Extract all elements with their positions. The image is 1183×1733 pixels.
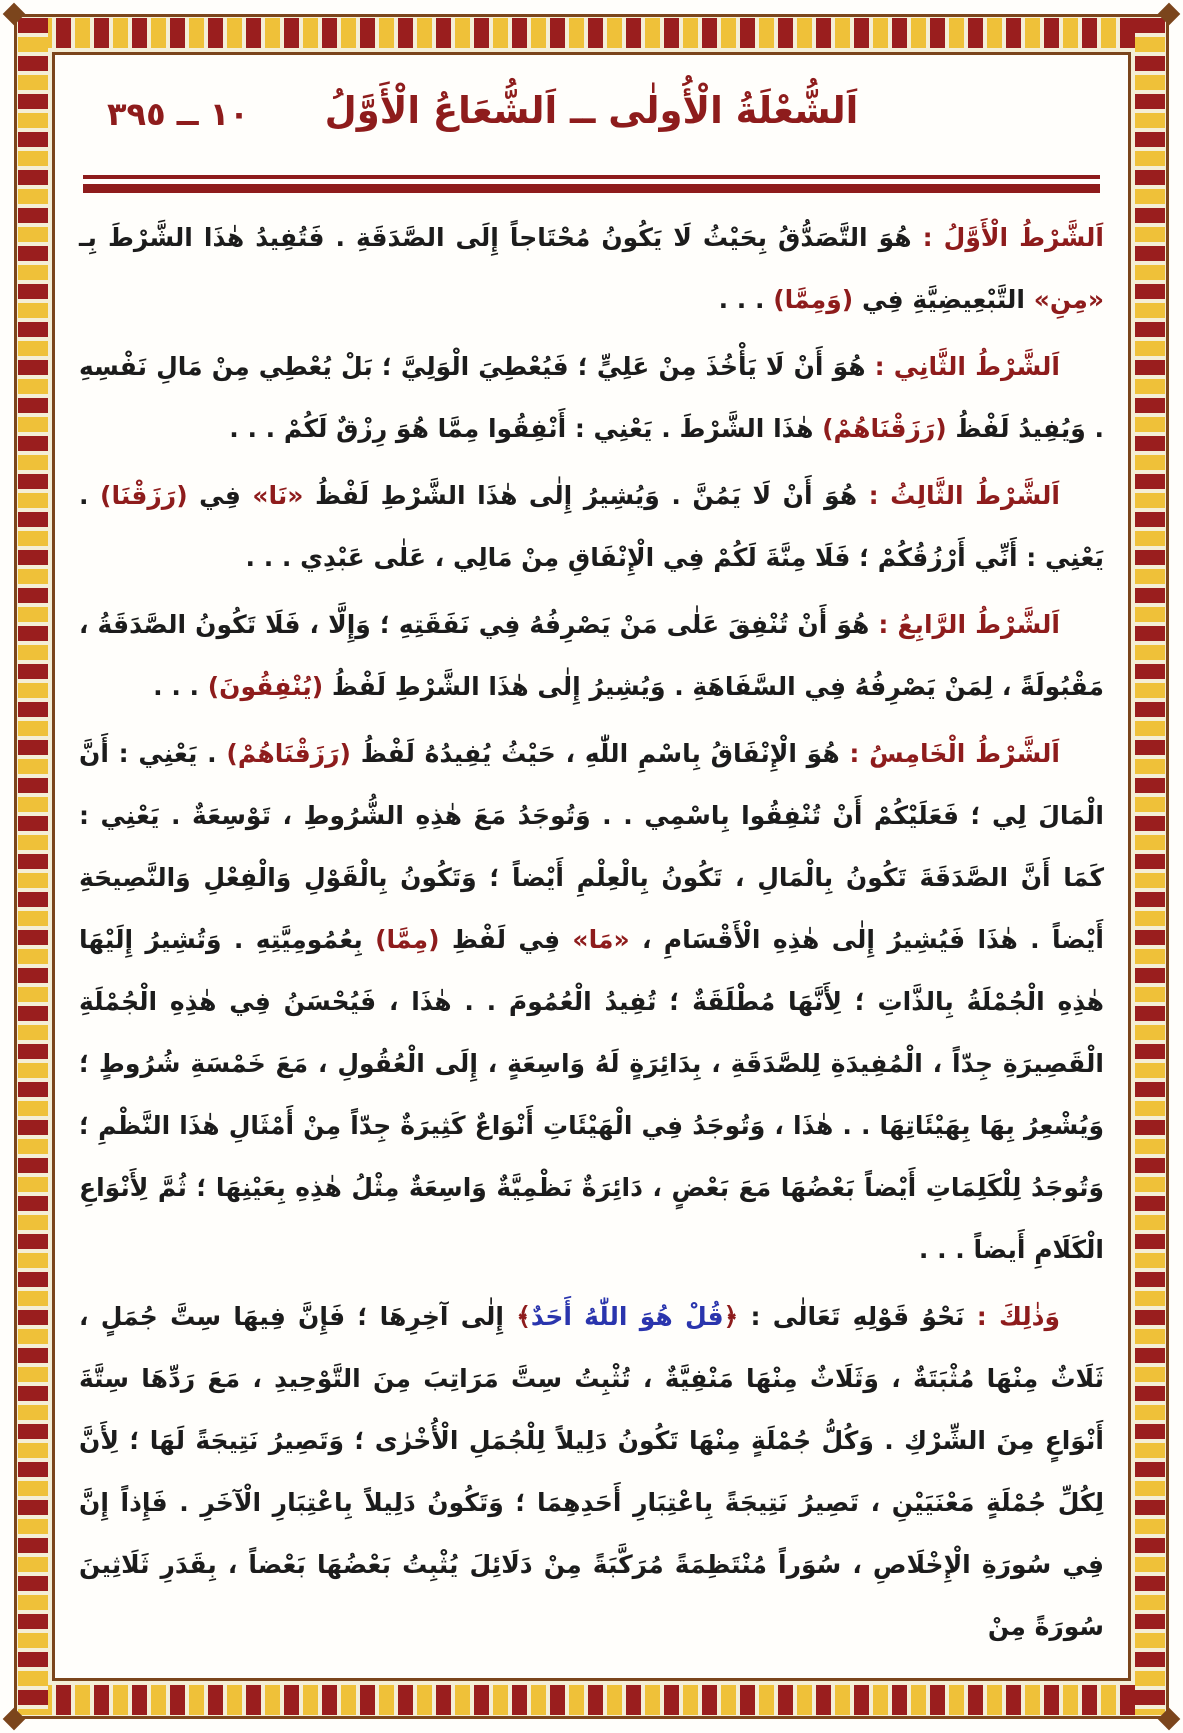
body-segment: بِعُمُومِيَّتِهِ . وَتُشِيرُ إِلَيْهَا هٰذِهِ الْجُمْلَةُ بِالذَّاتِ ؛ لِأَنَّهَا مُطْلَقَةٌ ؛ تُفِيدُ الْعُمُومَ . . هٰذَا ، فَيُحْسَنُ فِي هٰذِهِ الْجُمْلَةِ الْقَصِيرَةِ جِدّاً ، الْمُفِيدَةِ لِلصَّدَقَةِ ، بِدَائِرَةٍ لَهُ وَاسِعَةٍ ، إِلَى الْعُقُولِ ، مَعَ خَمْسَةِ شُرُوطٍ ؛ وَيُشْعِرُ بِهَا بِهَيْئَاتِهَا . . هٰذَا ، وَتُوجَدُ فِي الْهَيْئَاتِ أَنْوَاعٌ كَثِيرَةٌ جِدّاً مِنْ أَمْثَالِ هٰذَا النَّظْمِ ؛ وَتُوجَدُ لِلْكَلِمَاتِ أَيْضاً بَعْضُهَا مَعَ بَعْضٍ ، دَائِرَةٌ نَظْمِيَّةٌ وَاسِعَةٌ مِثْلُ هٰذِهِ بِعَيْنِهَا ؛ ثُمَّ لِأَنْوَاعِ الْكَلَامِ أَيضاً . . .: [79, 925, 1104, 1264]
paragraph: [79, 336, 1104, 460]
highlight-text: (رَزَقْنَاهُمْ): [226, 739, 351, 768]
highlight-text: اَلشَّرْطُ الثَّانِي :: [865, 352, 1061, 381]
page-number: ١٠ ــ ٣٩٥: [107, 95, 249, 133]
body-segment: . . .: [153, 672, 208, 701]
highlight-text: اَلشَّرْطُ الثَّالِثُ :: [857, 481, 1061, 510]
body-segment: هُوَ أَنْ لَا يَمُنَّ . وَيُشِيرُ إِلٰى هٰذَا الشَّرْطِ لَفْظُ: [303, 481, 858, 510]
highlight-text: (وَمِمَّا): [773, 285, 854, 314]
highlight-text: اَلشَّرْطُ الرَّابِعُ :: [869, 610, 1060, 639]
body-segment: هُوَ أَنْ تُنْفِقَ عَلٰى مَنْ يَصْرِفُهُ فِي نَفَقَتِهِ ؛ وَإِلَّا ، فَلَا تَكُونُ الصَّدَقَةُ ، مَقْبُولَةً ، لِمَنْ يَصْرِفُهُ فِي السَّفَاهَةِ . وَيُشِيرُ إِلٰى هٰذَا الشَّرْطِ لَفْظُ: [79, 610, 1104, 701]
body-segment: نَحْوُ قَوْلِهِ تَعَالٰى :: [738, 1302, 965, 1331]
paragraph: [79, 207, 1104, 331]
body-segment: التَّبْعِيضِيَّةِ فِي: [853, 285, 1034, 314]
body-segment: . يَعْنِي : أَنَّ الْمَالَ لِي ؛ فَعَلَيْكُمْ أَنْ تُنْفِقُوا بِاسْمِي . . وَتُوجَدُ مَعَ هٰذِهِ الشُّرُوطِ ، تَوْسِعَةٌ . يَعْنِي : كَمَا أَنَّ الصَّدَقَةَ تَكُونُ بِالْمَالِ ، تَكُونُ بِالْعِلْمِ أَيْضاً ؛ وَتَكُونُ بِالْقَوْلِ وَالْفِعْلِ وَالنَّصِيحَةِ أَيْضاً . هٰذَا فَيُشِيرُ إِلٰى هٰذِهِ الْأَقْسَامِ ،: [79, 739, 1104, 954]
border-pattern-bottom: [18, 1685, 1165, 1715]
highlight-text: ﴾: [516, 1302, 531, 1331]
highlight-text: اَلشَّرْطُ الْخَامِسُ :: [839, 739, 1061, 768]
body-segment: فِي: [187, 481, 253, 510]
paragraph: [79, 465, 1104, 589]
body-segment: هُوَ الْإِنْفَاقُ بِاسْمِ اللّٰهِ ، حَيْثُ يُفِيدُهُ لَفْظُ: [350, 739, 840, 768]
highlight-text: (رَزَقْنَاهُمْ): [822, 414, 947, 443]
highlight-text: وَذٰلِكَ :: [964, 1302, 1060, 1331]
highlight-text: «مِنِ»: [1033, 285, 1104, 314]
highlight-text: «مَا»: [572, 925, 630, 954]
highlight-text: اَلشَّرْطُ الْأَوَّلُ :: [911, 223, 1104, 252]
quran-verse: قُلْ هُوَ اللّٰهُ أَحَدٌ: [530, 1302, 724, 1331]
highlight-text: «نَا»: [252, 481, 304, 510]
body-segment: . يَعْنِي : أَنِّي أَرْزُقُكُمْ ؛ فَلَا مِنَّةَ لَكُمْ فِي الْإِنْفَاقِ مِنْ مَالِي ، عَلٰى عَبْدِي . . .: [79, 481, 1104, 572]
body-text: [79, 207, 1104, 1658]
highlight-text: (مِمَّا): [375, 925, 440, 954]
divider-thick-line: [83, 184, 1100, 193]
header-divider: [83, 175, 1100, 193]
border-pattern-top: [18, 18, 1165, 48]
body-segment: فِي لَفْظِ: [439, 925, 573, 954]
paragraph: [79, 594, 1104, 718]
body-segment: هٰذَا الشَّرْطَ . يَعْنِي : أَنْفِقُوا مِمَّا هُوَ رِزْقٌ لَكُمْ . . .: [229, 414, 823, 443]
body-segment: هُوَ التَّصَدُّقُ بِحَيْثُ لَا يَكُونُ مُحْتَاجاً إِلَى الصَّدَقَةِ . فَتُفِيدُ هٰذَا الشَّرْطَ بِـ: [79, 223, 912, 252]
highlight-text: (يُنْفِقُونَ): [207, 672, 324, 701]
highlight-text: ﴿: [723, 1302, 739, 1331]
page-title: اَلشُّعْلَةُ الْأُولٰى ــ اَلشُّعَاعُ الْأَوَّلُ: [324, 89, 859, 132]
border-pattern-left: [18, 18, 48, 1715]
page-header: [79, 83, 1104, 169]
body-segment: . . .: [718, 285, 774, 314]
paragraph: [79, 723, 1104, 1281]
paragraph: [79, 1286, 1104, 1658]
body-segment: إِلٰى آخِرِهَا ؛ فَإِنَّ فِيهَا سِتَّ جُمَلٍ ، ثَلَاثٌ مِنْهَا مُثْبَتَةٌ ، وَثَلَاثٌ مِنْهَا مَنْفِيَّةٌ ، تُثْبِتُ سِتَّ مَرَاتِبَ مِنَ التَّوْحِيدِ ، مَعَ رَدِّهَا سِتَّةَ أَنْوَاعٍ مِنَ الشِّرْكِ . وَكُلُّ جُمْلَةٍ مِنْهَا تَكُونُ دَلِيلاً لِلْجُمَلِ الْأُخْرٰى ؛ وَتَصِيرُ نَتِيجَةً لَهَا ؛ لِأَنَّ لِكُلِّ جُمْلَةٍ مَعْنَيَيْنِ ، تَصِيرُ نَتِيجَةً بِاعْتِبَارِ أَحَدِهِمَا ؛ وَتَكُونُ دَلِيلاً بِاعْتِبَارِ الْآخَرِ . فَإِذاً إِنَّ فِي سُورَةِ الْإِخْلَاصِ ، سُوَراً مُنْتَظِمَةً مُرَكَّبَةً مِنْ دَلَائِلَ يُثْبِتُ بَعْضُهَا بَعْضاً ، بِقَدَرِ ثَلَاثِينَ سُورَةً مِنْ: [79, 1302, 1104, 1641]
border-pattern-right: [1135, 18, 1165, 1715]
page-content: [52, 52, 1131, 1681]
highlight-text: (رَزَقْنَا): [100, 481, 188, 510]
body-segment: هُوَ أَنْ لَا يَأْخُذَ مِنْ عَلِيٍّ ؛ فَيُعْطِيَ الْوَلِيَّ ؛ بَلْ يُعْطِي مِنْ مَالِ نَفْسِهِ . وَيُفِيدُ لَفْظُ: [79, 352, 1104, 443]
